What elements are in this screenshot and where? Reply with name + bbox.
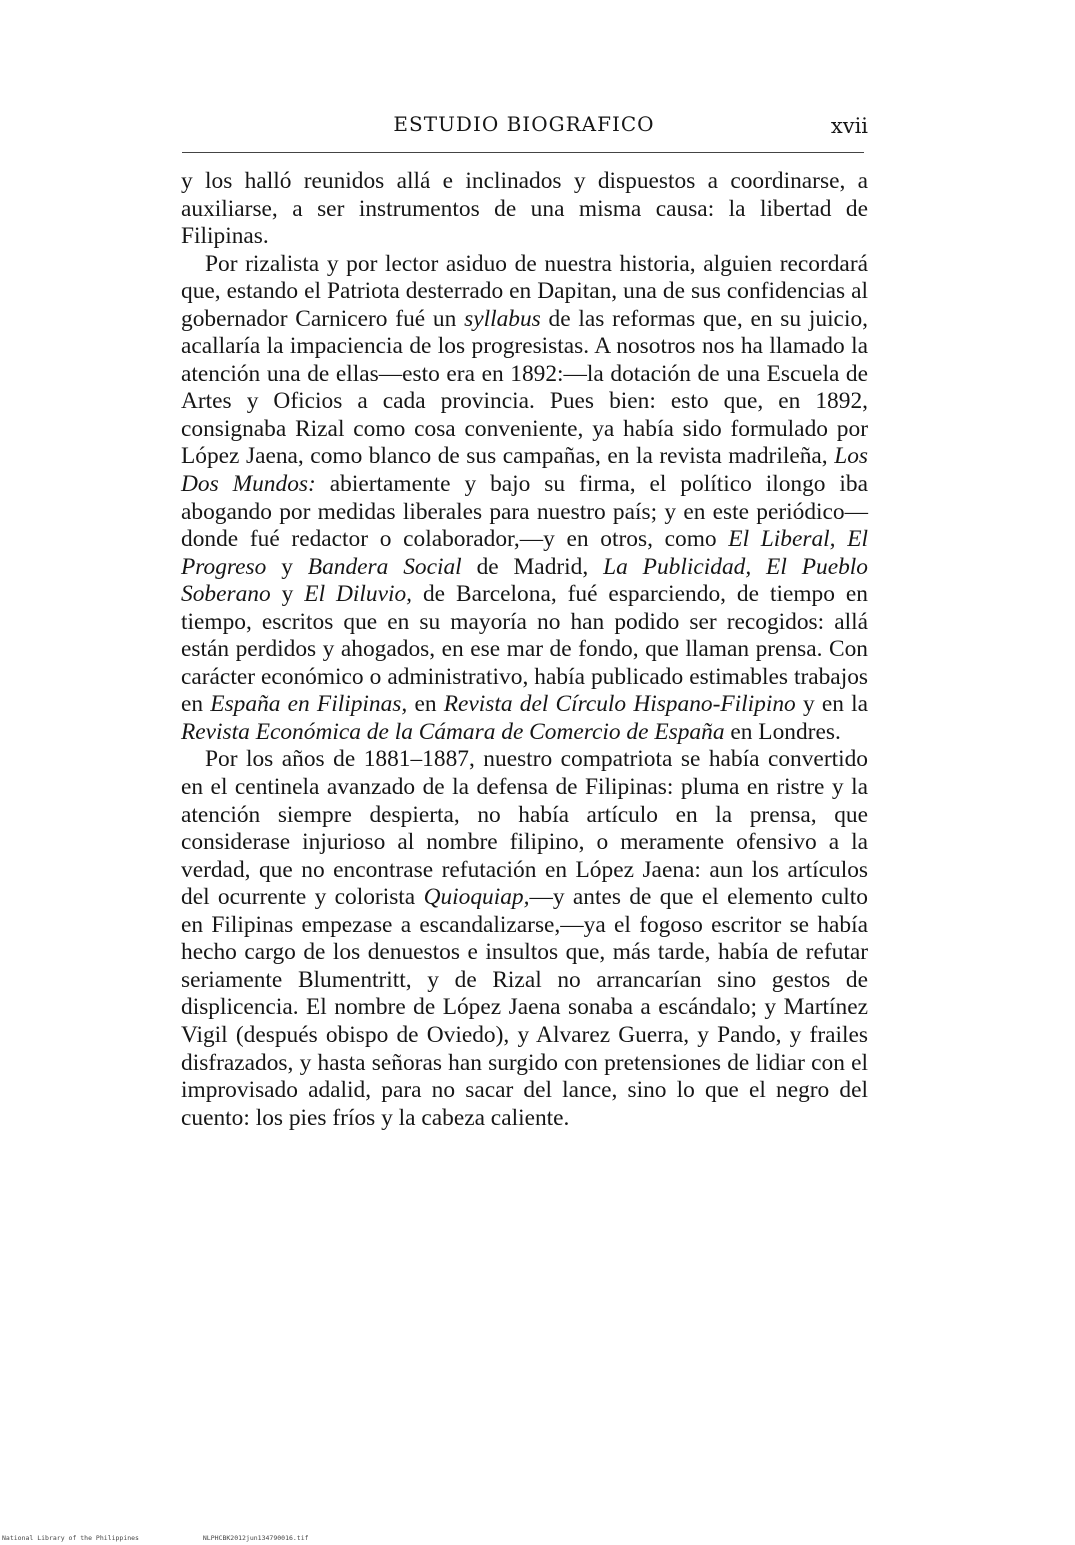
- body-text: [181, 168, 868, 1132]
- text-run: y: [281, 581, 294, 608]
- text-run: de las reformas que, en su juicio, acallaría la impaciencia de los progresistas. A nosotros nos ha llamado la atención una de ellas—esto era en 1892:—la dotación de una Escuela de Artes y Oficios a cada provincia. Pues bien: esto que, en 1892, consignaba Rizal como cosa conveniente, ya había sido formulado por López Jaena, como blanco de sus campañas, en la revista madrileña,: [181, 305, 868, 470]
- footer-library: National Library of the Philippines: [2, 1534, 139, 1542]
- scan-footer: [2, 1534, 369, 1542]
- text-run: en: [414, 691, 437, 718]
- text-run: de Barcelona, fué esparciendo, de tiempo en tiempo, escritos que en su mayoría no han podido ser recogidos: allá están perdidos y ahogados, en ese mar de fondo, que llaman prensa. Con carácter económico o administrativo, había publicado estimables trabajos en: [181, 581, 868, 718]
- paragraph-2: [181, 251, 868, 747]
- running-head: ESTUDIO BIOGRAFICO: [393, 112, 655, 136]
- text-run: Por rizalista y por lector asiduo de nuestra historia, alguien recordará que, estando el Patriota desterrado en Dapitan, una de sus confidencias al gobernador Carnicero fué un: [181, 250, 868, 332]
- text-run: y: [281, 553, 293, 580]
- text-run: —y antes de que el elemento culto en Filipinas empezase a escandalizarse,—ya el fogoso escritor se había hecho cargo de los denuestos e insultos que, más tarde, había de refutar seriamente Blumentritt, y de Rizal no arrancarían sino gestos de displicencia. El nombre de López Jaena sonaba a escándalo; y Martínez Vigil (después obispo de Oviedo), y Alvarez Guerra, y Pando, y frailes disfrazados, y hasta señoras han surgido con pretensiones de lidiar con el improvisado adalid, para no sacar del lance, sino lo que el negro del cuento: los pies fríos y la cabeza caliente.: [181, 884, 868, 1131]
- italic-title: El Diluvio,: [304, 581, 413, 608]
- italic-title: Revista Económica de la Cámara de Comercio de España: [181, 718, 725, 745]
- italic-title: Bandera Social: [307, 553, 462, 580]
- text-run: Por los años de 1881–1887, nuestro compatriota se había convertido en el centinela avanzado de la defensa de Filipinas: pluma en ristre y la atención siempre despierta, no había artículo en la prensa, que considerase injurioso al nombre filipino, o meramente ofensivo a la verdad, que no encontrase refutación en López Jaena: aun los artículos del ocurrente y colorista: [181, 746, 868, 911]
- page-number: xvii: [830, 114, 868, 138]
- page-header: [180, 112, 868, 146]
- header-rule: [182, 152, 864, 153]
- text-run: en Londres.: [730, 718, 841, 745]
- italic-title: España en Filipinas,: [210, 691, 408, 718]
- paragraph-3: [181, 746, 868, 1132]
- italic-title: Los Dos Mundos:: [181, 443, 868, 498]
- text-run: de Madrid,: [476, 553, 589, 580]
- text-run: abiertamente y bajo su firma, el político ilongo iba abogando por medidas liberales para nuestro país; y en este periódico—donde fué redactor o colaborador,—y en otros, como: [181, 471, 868, 553]
- italic-title: Revista del Círculo Hispano-Filipino: [443, 691, 796, 718]
- italic-title: La Publicidad, El Pueblo Soberano: [181, 553, 868, 608]
- text-run: y en la: [802, 691, 868, 718]
- italic-title: El Liberal, El Progreso: [181, 526, 868, 580]
- paragraph-1: y los halló reunidos allá e inclinados y dispuestos a coordinarse, a auxiliarse, a ser instrumentos de una misma causa: la libertad de Filipinas.: [181, 168, 868, 250]
- italic-title: syllabus: [464, 305, 541, 332]
- italic-title: Quioquiap,: [423, 884, 530, 911]
- footer-file-id: NLPHCBK2012jun134790016.tif: [202, 1534, 309, 1542]
